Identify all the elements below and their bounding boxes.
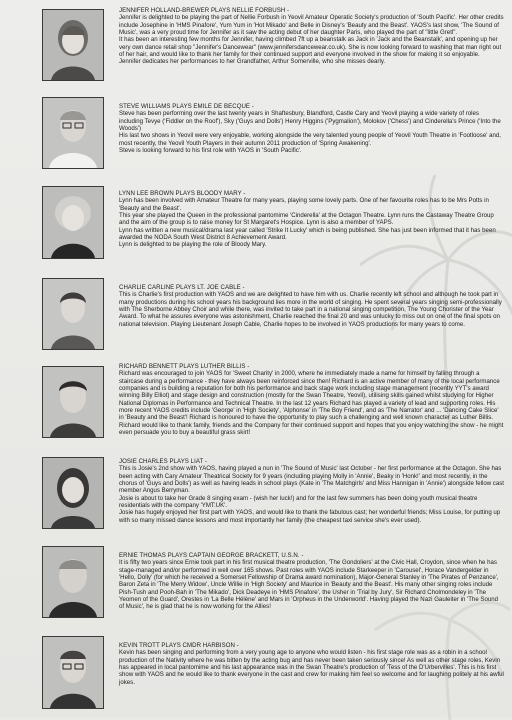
bio-paragraph: Steve is looking forward to his first role with YAOS in 'South Pacific'. [119,147,302,155]
bio-paragraph: Kevin has been singing and performing from a very young age to anyone who would listen - his first stage role was as a robin in a school production of the Nativity where he was bitten by the acting bug and has never been taken seriously since! As well as other stage roles, Kevin has appeared in local pantomime and his last appearance was in the Swan Theatre's production of 'Tess of the D'Urbervilles'. This is his first show with YAOS and he would like to thank everyone in the cast and crew for making him feel so welcome and for laughing politely at his awful jokes. [119,649,504,686]
portrait-image [43,367,103,437]
cast-photo [42,457,104,529]
bio-paragraph: Jennifer dedicates her performances to her Grandfather, Arthur Somerville, who she misses dearly. [119,58,386,66]
portrait-image [43,187,103,258]
cast-photo [42,636,104,709]
bio-paragraph: Lynn has written a new musical/drama last year called 'Strike It Lucky' which is being published. She has just been informed that it has been awarded the NODA South West District 8 Achievement Award. [119,226,496,242]
portrait-image [43,10,103,80]
cast-heading: LYNN LEE BROWN PLAYS BLOODY MARY - [119,190,246,197]
cast-heading: RICHARD BENNETT PLAYS LUTHER BILLIS - [119,363,250,370]
cast-heading: CHARLIE CARLINE PLAYS LT. JOE CABLE - [119,284,245,291]
bio-paragraph: This year she played the Queen in the professional pantomime 'Cinderella' at the Octagon Theatre. Lynn runs the Castaway Theatre Group and the aim of the group is to raise money for St Margaret's Hospice. Lynn is also a member of YAPS. [119,212,494,227]
cast-bio [119,284,504,328]
bio-paragraph: Richard was encouraged to join YAOS for 'Sweet Charity' in 2000, where he immediately made a name for himself by falling through a staircase during a performance - they have always been reinforced since then! Richard is an active member of many of the local performance companies and is building a reputation for both his performance and back stage work including stage management (recently YYT's award winning Billy Elliot) and stage design and construction (mostly for the Swan Theatre, Yeovil), utilising skills gained whilst studying for Higher National Diplomas in Performance and Technical Theatre. In the last 12 years Richard has played a variety of lead and supporting roles. His more recent YAOS credits include 'George' in 'High Society', 'Alphonse' in 'The Boy Friend', and as 'The Narrator' and ... 'Dancing Cake Slice' in 'Beauty and the Beast'! Richard is honoured to have the opportunity to play such a challenging and well known character as Luther Billis. [119,370,500,422]
portrait-image [43,458,103,528]
bio-paragraph: Lynn has been involved with Amateur Theatre for many years, playing some lovely parts. One of her favourite roles has to be Mrs Potts in 'Beauty and the Beast'. [119,197,489,212]
portrait-image [43,637,103,708]
cast-bio [119,642,504,686]
bio-paragraph: It is fifty two years since Ernie took part in his first musical theatre production, 'The Gondoliers' at the Civic Hall, Croydon, since when he has stage-managed and/or performed in well over 165 shows. Past roles with YAOS include Starkeeper in 'Carousel', Horace Vandergelder in 'Hello, Dolly' (for which he received a Somerset Fellowship of Drama award nomination), Major-General Stanley in 'The Pirates of Penzance', Baron Zeta in 'The Merry Widow', Uncle Willie in 'High Society' and Maurice in 'Beauty and the Beast'. His many other singing roles include Pish-Tush and Pooh-Bah in 'The Mikado', Dick Deadeye in 'HMS Pinafore', the Usher in 'Trial by Jury', Sir Richard Cholmondeley in 'The Yeomen of the Guard', Orestes in 'La Belle Hélène' and Mars in 'Orpheus in the Underworld'. Having played the Nazi Gauleiter in 'The Sound of Music', he is glad that he is now working for the Allies! [119,559,499,611]
cast-heading: STEVE WILLIAMS PLAYS EMILE DE BECQUE - [119,103,254,110]
cast-photo [42,186,104,259]
cast-heading: KEVIN TROTT PLAYS CMDR HARBISON - [119,642,239,649]
cast-heading: ERNIE THOMAS PLAYS CAPTAIN GEORGE BRACKETT, U.S.N. - [119,552,304,559]
bio-paragraph: Jennifer is delighted to be playing the part of Nellie Forbush in Yeovil Amateur Operatic Society's production of 'South Pacific'. Her other credits include Josephine in 'HMS Pinafore', Yum Yum in 'Hot Mikado' and Belle in Disney's 'Beauty and the Beast'. YAOS's last show, 'The Sound of Music', was a very proud time for Jennifer as it saw the acting debut of her daughter Paris, who played the part of "little Gretl". [119,14,504,37]
cast-heading: JENNIFER HOLLAND-BREWER PLAYS NELLIE FORBUSH - [119,7,290,14]
cast-bio [119,363,504,436]
cast-bio [119,552,504,611]
portrait-image [43,279,103,349]
cast-photo [42,366,104,438]
bio-paragraph: Lynn is delighted to be playing the role of Bloody Mary. [119,241,267,249]
cast-bio [119,7,504,66]
cast-bio [119,103,504,154]
bio-paragraph: Josie is about to take her Grade 8 singing exam - (wish her luck!) and for the last few summers has been doing youth musical theatre residentials with the company 'YMT:UK'. [119,494,478,510]
bio-paragraph: This is Charlie's first production with YAOS and we are delighted to have him with us. Charlie recently left school and although he took part in many productions during his school years his background lies more in the world of singing. He spent several years singing semi-professionally with The Sherborne Abbey Choir and while there, was invited to take part in a national singing competition, The Young Chorister of the Year Award. To what he assures everyone was astonishment, Charlie reached the final 20 and was unlucky to miss out on one of the final spots on national television. Playing Lieutenant Joseph Cable, Charlie hopes to be involved in YAOS productions for many years to come. [119,291,502,328]
cast-photo [42,9,104,81]
bio-paragraph: Steve has been performing over the last twenty years in Shaftesbury, Blandford, Castle Cary and Yeovil playing a wide variety of roles including Tevye ('Fiddler on the Roof'), Sky ('Guys and Dolls') Henry Higgins ('Pygmalion'), Molokov ('Chess') and Cinderella's Prince ('Into the Woods') [119,110,501,133]
portrait-image [43,98,103,168]
cast-bio [119,190,504,249]
bio-paragraph: Josie has hugely enjoyed her first part with YAOS, and would like to thank the fabulous cast; her wonderful friends; Miss Louise, for putting up with so many missed dance lessons and most importantly her family (the cheapest taxi service she's ever used). [119,509,501,524]
cast-heading: JOSIE CHARLES PLAYS LIAT - [119,458,207,465]
bio-paragraph: This is Josie's 2nd show with YAOS, having played a nun in 'The Sound of Music' last October - her first performance at the Octagon. She has been acting with Cary Amateur Theatrical Society for 9 years (including playing Molly in 'Annie', Beaky in 'Honk!' and most recently, in the chorus of 'Guys and Dolls') as well as having leads in school plays (Kate in 'The Matchgirls' and Miss Hannigan in 'Annie') alongside fellow cast member Angus Berryman. [119,465,504,495]
bio-paragraph: Richard would like to thank family, friends and the Company for their continued support and hopes that you enjoy watching the show - he might even persuade you to buy a beautiful grass skirt! [119,421,504,437]
cast-bio [119,458,504,524]
cast-photo [42,546,104,618]
portrait-image [43,547,103,617]
bio-paragraph: His last two shows in Yeovil were very enjoyable, working alongside the very talented young people of Yeovil Youth Theatre in 'Footloose' and, most recently, the Yeovil Youth Players in their autumn 2011 production of 'Spring Awakening'. [119,132,501,147]
cast-photo [42,278,104,350]
bio-paragraph: It has been an interesting few months for Jennifer, having climbed 7ft up a beanstalk as Jack in 'Jack and the Beanstalk', and opening up her very own dance retail shop "Jennifer's Dancewear" (www.jennifersdancewear.co.uk). She is now looking forward to washing that man right out of her hair, and would like to thank her family for their continued support and everyone involved in the show for making it so enjoyable. [119,36,502,59]
cast-photo [42,97,104,169]
